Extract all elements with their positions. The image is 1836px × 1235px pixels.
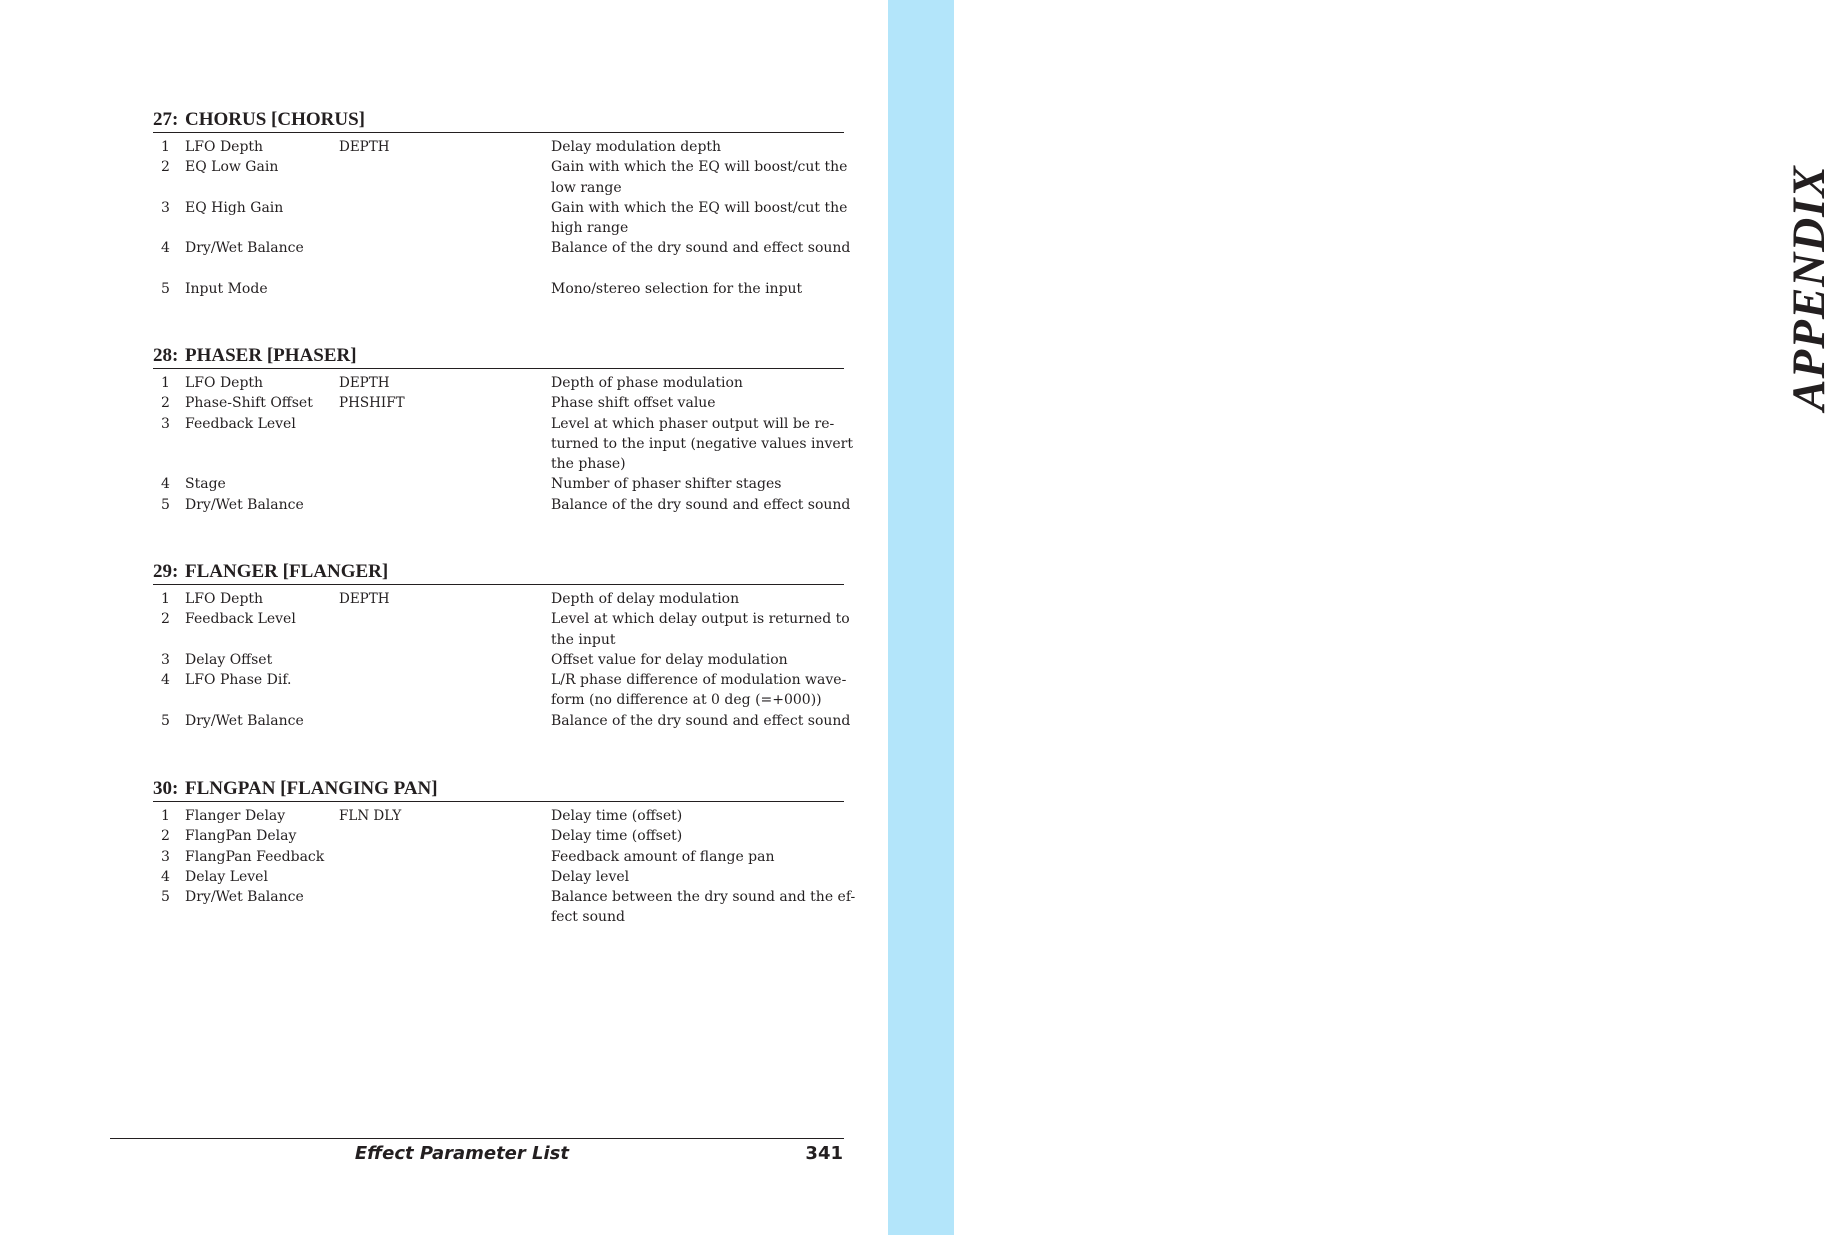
param-description-line: Delay time (offset) <box>551 828 683 845</box>
param-description-line: Level at which phaser output will be re- <box>551 415 835 432</box>
section-heading <box>153 777 844 802</box>
section-number: 27: <box>153 109 179 130</box>
param-row <box>153 806 844 826</box>
param-description <box>551 670 847 711</box>
param-abbrev: FLN DLY <box>339 808 402 824</box>
param-name: Dry/Wet Balance <box>185 889 304 906</box>
param-index: 5 <box>161 889 170 906</box>
param-index: 5 <box>161 496 170 513</box>
param-description <box>551 589 839 609</box>
param-name: LFO Depth <box>185 591 264 607</box>
param-name: Dry/Wet Balance <box>185 712 304 729</box>
param-index: 4 <box>161 672 170 689</box>
param-description <box>551 393 839 413</box>
param-row <box>153 474 844 494</box>
section-flngpan <box>153 777 856 928</box>
param-name: EQ Low Gain <box>185 159 279 176</box>
param-row <box>153 238 851 279</box>
param-description-line: Delay modulation depth <box>551 139 722 155</box>
param-description <box>551 414 853 475</box>
param-name: Flanger Delay <box>185 808 286 824</box>
param-description <box>551 867 839 887</box>
param-description <box>551 474 839 494</box>
param-index: 1 <box>161 139 170 155</box>
param-name: FlangPan Feedback <box>185 848 325 865</box>
param-row <box>153 867 844 887</box>
param-description-line: Gain with which the EQ will boost/cut the <box>551 159 848 176</box>
param-row <box>153 495 851 515</box>
param-index: 4 <box>161 476 170 493</box>
section-number: 28: <box>153 345 179 366</box>
param-name: EQ High Gain <box>185 199 284 216</box>
param-row <box>153 414 853 475</box>
param-description-line: Feedback amount of flange pan <box>551 848 775 865</box>
section-number: 29: <box>153 561 179 582</box>
section-title: FLNGPAN [FLANGING PAN] <box>185 778 438 799</box>
param-description-line: high range <box>551 220 629 237</box>
param-description-line: Level at which delay output is returned to <box>551 611 850 628</box>
param-row <box>153 609 850 650</box>
param-name: Delay Level <box>185 868 268 885</box>
param-description <box>551 373 839 393</box>
param-name: FlangPan Delay <box>185 828 297 845</box>
section-title: FLANGER [FLANGER] <box>185 561 389 582</box>
param-abbrev: DEPTH <box>339 375 390 391</box>
footer-divider <box>110 1138 844 1139</box>
param-name: LFO Depth <box>185 375 264 391</box>
param-row <box>153 826 844 846</box>
param-row <box>153 137 844 157</box>
footer-title: Effect Parameter List <box>354 1143 569 1164</box>
param-name: Input Mode <box>185 281 268 298</box>
param-index: 3 <box>161 415 170 432</box>
param-description <box>551 711 851 731</box>
param-description-line: low range <box>551 179 622 196</box>
param-row <box>153 157 848 198</box>
param-index: 5 <box>161 712 170 729</box>
appendix-label: APPENDIX <box>1783 165 1835 411</box>
param-description-line: Balance of the dry sound and effect sound <box>551 240 851 257</box>
param-description-line: form (no difference at 0 deg (=+000)) <box>551 692 822 709</box>
section-title: CHORUS [CHORUS] <box>185 109 365 130</box>
section-phaser <box>153 344 853 515</box>
param-index: 1 <box>161 375 170 391</box>
param-description <box>551 495 851 515</box>
param-description-line: Mono/stereo selection for the input <box>551 281 803 298</box>
param-index: 3 <box>161 848 170 865</box>
param-description-line: turned to the input (negative values invert <box>551 435 853 452</box>
param-description-line: L/R phase difference of modulation wave- <box>551 672 847 689</box>
param-row <box>153 711 851 731</box>
param-name: Feedback Level <box>185 415 296 432</box>
param-abbrev: PHSHIFT <box>339 395 405 412</box>
param-name: Feedback Level <box>185 611 296 628</box>
section-heading <box>153 344 844 369</box>
param-row <box>153 198 848 239</box>
param-index: 1 <box>161 808 170 824</box>
param-row <box>153 887 856 928</box>
param-description <box>551 238 851 258</box>
param-abbrev: DEPTH <box>339 591 390 607</box>
param-description <box>551 609 850 650</box>
param-description-line: Balance between the dry sound and the ef- <box>551 889 856 906</box>
appendix-side-tab <box>888 0 1835 1235</box>
section-number: 30: <box>153 778 179 799</box>
param-index: 2 <box>161 611 170 628</box>
param-row <box>153 393 844 413</box>
param-description <box>551 279 839 299</box>
param-description-line: Phase shift offset value <box>551 395 716 412</box>
param-row <box>153 847 844 867</box>
param-index: 4 <box>161 868 170 885</box>
param-row <box>153 279 844 299</box>
param-description-line: Delay level <box>551 868 630 885</box>
param-description-line: Depth of delay modulation <box>551 591 740 607</box>
param-row <box>153 650 844 670</box>
param-description <box>551 847 839 867</box>
param-description-line: the phase) <box>551 456 626 473</box>
section-heading <box>153 108 844 133</box>
page-number: 341 <box>805 1143 843 1164</box>
param-description <box>551 887 856 928</box>
param-description <box>551 806 839 826</box>
param-index: 5 <box>161 281 170 298</box>
param-name: Delay Offset <box>185 651 273 668</box>
param-description <box>551 826 839 846</box>
section-chorus <box>153 108 851 299</box>
param-index: 3 <box>161 199 170 216</box>
param-row <box>153 373 844 393</box>
param-name: LFO Depth <box>185 139 264 155</box>
section-heading <box>153 560 844 585</box>
section-flanger <box>153 560 851 731</box>
param-description-line: Offset value for delay modulation <box>551 651 788 668</box>
param-description-line: the input <box>551 631 616 648</box>
param-description-line: Number of phaser shifter stages <box>551 476 782 493</box>
param-row <box>153 589 844 609</box>
param-description-line: Balance of the dry sound and effect sound <box>551 712 851 729</box>
param-index: 4 <box>161 240 170 257</box>
param-description-line: fect sound <box>551 909 625 926</box>
param-description-line: Balance of the dry sound and effect sound <box>551 496 851 513</box>
param-description <box>551 137 839 157</box>
param-row <box>153 670 847 711</box>
param-description <box>551 650 839 670</box>
param-name: Dry/Wet Balance <box>185 240 304 257</box>
param-description <box>551 157 848 198</box>
param-description <box>551 198 848 239</box>
param-name: Stage <box>185 476 226 493</box>
param-abbrev: DEPTH <box>339 139 390 155</box>
param-description-line: Gain with which the EQ will boost/cut the <box>551 199 848 216</box>
param-index: 3 <box>161 651 170 668</box>
param-name: Dry/Wet Balance <box>185 496 304 513</box>
param-name: Phase-Shift Offset <box>185 395 313 412</box>
param-description-line: Depth of phase modulation <box>551 375 743 391</box>
param-index: 2 <box>161 395 170 412</box>
section-title: PHASER [PHASER] <box>185 345 357 366</box>
param-name: LFO Phase Dif. <box>185 672 292 689</box>
param-description-line: Delay time (offset) <box>551 808 683 824</box>
param-index: 2 <box>161 828 170 845</box>
param-index: 1 <box>161 591 170 607</box>
param-index: 2 <box>161 159 170 176</box>
